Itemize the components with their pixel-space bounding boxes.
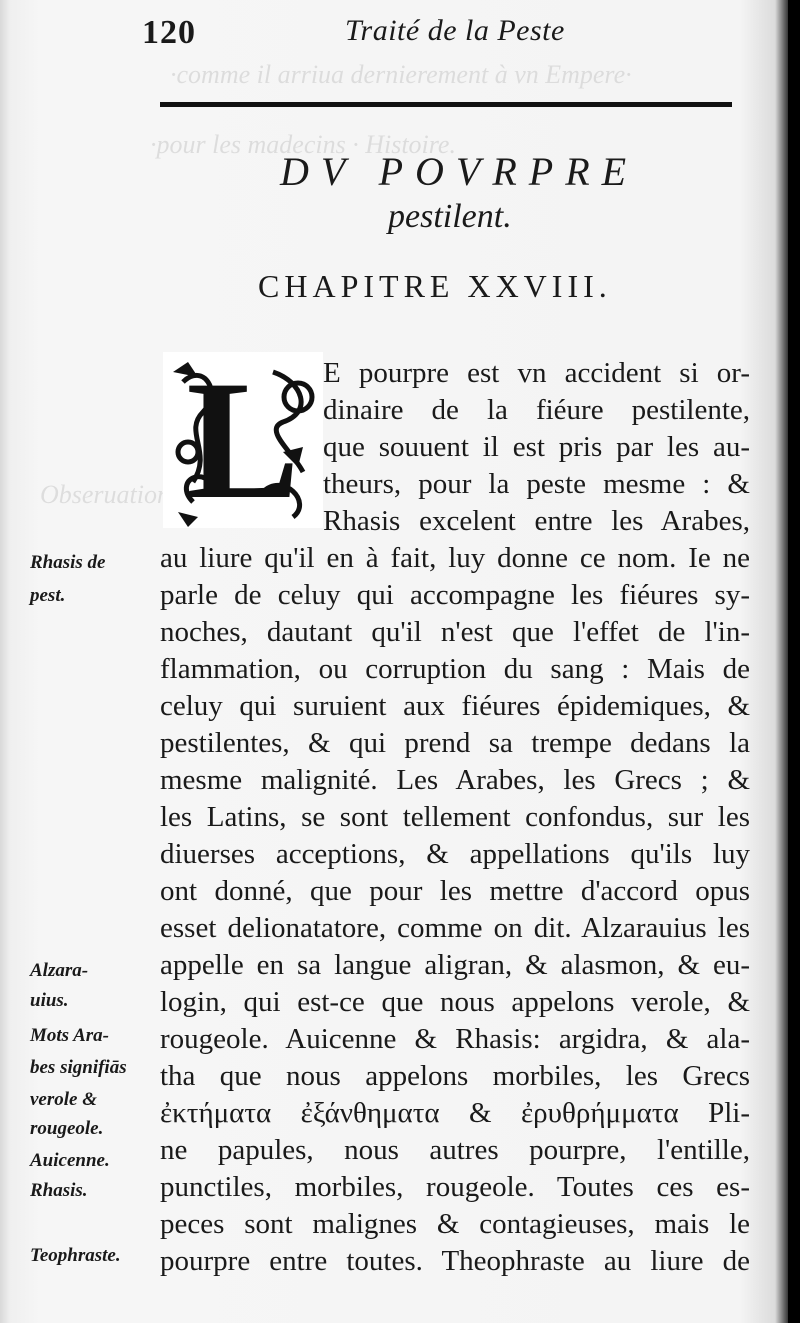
text-line: que souuent il est pris par les au- [323,431,750,463]
section-subtitle: pestilent. [388,198,512,235]
bleed-through-text: ·comme il arriua dernierement à vn Empere· [170,60,632,89]
text-line: punctiles, morbiles, rougeole. Toutes ces es- [160,1171,750,1203]
margin-note: Mots Ara- [30,1025,110,1046]
text-line: peces sont malignes & contagieuses, mais le [160,1208,750,1240]
margin-note: Alzara- [30,960,89,981]
bleed-through-text: Obseruation [40,480,170,509]
text-line: dinaire de la fiéure pestilente, [323,394,750,426]
text-line: mesme malignité. Les Arabes, les Grecs ; & [160,764,750,796]
dropcap-letter: L [186,346,300,534]
margin-note: verole & [30,1089,98,1110]
text-line: ἐκτήματα ἐξάνθηματα & ἐρυθρήμματα Pli- [160,1097,750,1129]
margin-note: bes signifiās [30,1057,127,1078]
text-line: pestilentes, & qui prend sa trempe dedans la [160,727,750,759]
margin-note: Teophraste. [30,1245,121,1266]
text-line: parle de celuy qui accompagne les fiéures sy- [160,579,750,611]
text-line: les Latins, se sont tellement confondus, sur les [160,801,750,833]
text-line: noches, dautant qu'il n'est que l'effet de l'in- [160,616,750,648]
text-line: esset delionatatore, comme on dit. Alzarauius les [160,912,750,944]
text-line: login, qui est-ce que nous appelons verole, & [160,986,750,1018]
text-line: ne papules, nous autres pourpre, l'entille, [160,1134,750,1166]
header-rule [160,102,732,107]
text-line: tha que nous appelons morbiles, les Grecs [160,1060,750,1092]
text-line: E pourpre est vn accident si or- [323,357,750,389]
text-line: au liure qu'il en à fait, luy donne ce nom. Ie ne [160,542,750,574]
page-edge-shadow [788,0,800,1323]
text-line: celuy qui suruient aux fiéures épidemiques, & [160,690,750,722]
chapter-heading: CHAPITRE XXVIII. [258,268,612,304]
margin-note: rougeole. [30,1118,104,1139]
section-title: DV POVRPRE [280,149,639,194]
ornamental-dropcap [163,346,323,534]
text-line: ont donné, que pour les mettre d'accord opus [160,875,750,907]
margin-note: Rhasis. [30,1180,88,1201]
text-line: Rhasis excelent entre les Arabes, [323,505,750,537]
text-line: flammation, ou corruption du sang : Mais de [160,653,750,685]
text-line: pourpre entre toutes. Theophraste au liure de [160,1245,750,1277]
bleed-through-text: ·pour les madecins · Histoire. [150,130,456,159]
text-line: rougeole. Auicenne & Rhasis: argidra, & ala- [160,1023,750,1055]
margin-note: Auicenne. [30,1150,110,1171]
running-title: Traité de la Peste [345,14,565,47]
page-number: 120 [142,14,196,51]
margin-note: pest. [30,585,66,606]
margin-note: uius. [30,990,69,1011]
text-line: theurs, pour la peste mesme : & [323,468,750,500]
text-line: appelle en sa langue aligran, & alasmon, & eu- [160,949,750,981]
text-line: diuerses acceptions, & appellations qu'ils luy [160,838,750,870]
margin-note: Rhasis de [30,552,106,573]
